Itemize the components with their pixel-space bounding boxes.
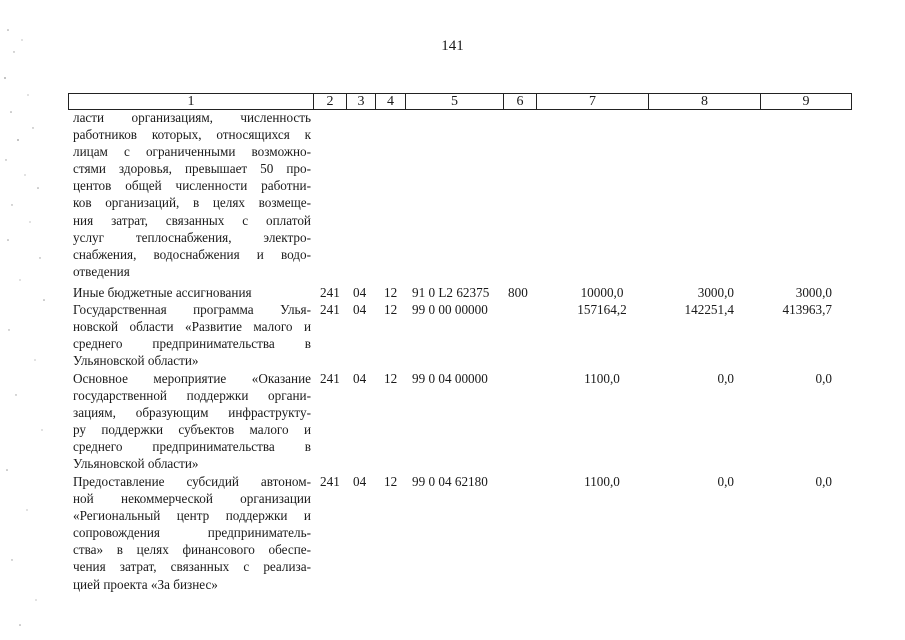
cell-c4: 12 — [384, 285, 398, 300]
description-line: государственной поддержки органи- — [73, 388, 311, 404]
cell-c5: 99 0 04 00000 — [412, 371, 488, 386]
cell-c3: 04 — [353, 474, 367, 489]
description-line: лицам с ограниченными возможно- — [73, 144, 311, 160]
cell-c7: 1100,0 — [584, 371, 620, 386]
description-line: услуг теплоснабжения, электро- — [73, 229, 311, 245]
description-line: цией проекта «За бизнес» — [73, 576, 218, 592]
cell-c2: 241 — [320, 285, 340, 300]
description-line: Ульяновской области» — [73, 353, 199, 369]
header-col-4: 4 — [375, 94, 405, 109]
header-col-3: 3 — [346, 94, 375, 109]
cell-c3: 04 — [353, 302, 367, 317]
cell-c2: 241 — [320, 302, 340, 317]
table-row — [68, 301, 852, 369]
page-number: 141 — [441, 38, 464, 54]
table-header — [68, 93, 852, 110]
header-col-2: 2 — [313, 94, 346, 109]
cell-c2: 241 — [320, 474, 340, 489]
row-description — [73, 284, 311, 301]
cell-c5: 91 0 L2 62375 — [412, 285, 490, 300]
header-col-5: 5 — [405, 94, 503, 109]
description-line: новской области «Развитие малого и — [73, 319, 311, 335]
cell-c4: 12 — [384, 474, 398, 489]
description-line: ков организаций, в целях возмеще- — [73, 195, 311, 211]
description-line: «Региональный центр поддержки и — [73, 508, 311, 524]
row-description — [73, 301, 311, 369]
table-row — [68, 370, 852, 473]
description-line: Иные бюджетные ассигнования — [73, 285, 252, 300]
cell-c2: 241 — [320, 371, 340, 386]
description-line: центов общей численности работни- — [73, 178, 311, 194]
description-line: Основное мероприятие «Оказание — [73, 371, 311, 386]
description-line: среднего предпринимательства в — [73, 336, 311, 352]
description-line: Ульяновской области» — [73, 456, 199, 472]
header-col-6: 6 — [503, 94, 536, 109]
description-line: ной некоммерческой организации — [73, 491, 311, 507]
cell-c7: 1100,0 — [584, 474, 620, 489]
description-line: стями здоровья, превышает 50 про- — [73, 161, 311, 177]
cell-c9: 0,0 — [815, 371, 832, 386]
cell-c5: 99 0 00 00000 — [412, 302, 488, 317]
header-col-1: 1 — [187, 94, 195, 109]
header-col-9: 9 — [760, 94, 851, 109]
description-line: отведения — [73, 263, 130, 279]
cell-c5: 99 0 04 62180 — [412, 474, 488, 489]
cell-c7: 157164,2 — [577, 302, 627, 317]
cell-c7: 10000,0 — [580, 285, 624, 300]
cell-c3: 04 — [353, 285, 367, 300]
cell-c8: 0,0 — [717, 474, 734, 489]
cell-c4: 12 — [384, 302, 398, 317]
cell-c4: 12 — [384, 371, 398, 386]
description-line: чения затрат, связанных с реализа- — [73, 559, 311, 575]
description-line: ласти организациям, численность — [73, 110, 311, 125]
cell-c8: 0,0 — [717, 371, 734, 386]
description-line: среднего предпринимательства в — [73, 439, 311, 455]
table-row — [68, 473, 852, 593]
header-col-8: 8 — [648, 94, 760, 109]
table-row — [68, 109, 852, 280]
description-line: снабжения, водоснабжения и водо- — [73, 246, 311, 262]
description-line: Предоставление субсидий автоном- — [73, 474, 311, 489]
cell-c6: 800 — [508, 285, 528, 300]
header-col-7: 7 — [536, 94, 648, 109]
description-line: ния затрат, связанных с оплатой — [73, 212, 311, 228]
description-line: сопровождения предприниматель- — [73, 525, 311, 541]
row-description — [73, 370, 311, 473]
cell-c8: 3000,0 — [697, 285, 734, 300]
row-description — [73, 109, 311, 280]
description-line: Государственная программа Улья- — [73, 302, 311, 317]
cell-c3: 04 — [353, 371, 367, 386]
table-row — [68, 284, 852, 301]
cell-c9: 3000,0 — [795, 285, 832, 300]
description-line: работников которых, относящихся к — [73, 127, 311, 143]
cell-c9: 413963,7 — [782, 302, 832, 317]
description-line: ру поддержки субъектов малого и — [73, 422, 311, 438]
description-line: ства» в целях финансового обеспе- — [73, 542, 311, 558]
row-description — [73, 473, 311, 593]
scan-noise — [0, 0, 60, 640]
cell-c8: 142251,4 — [684, 302, 734, 317]
cell-c9: 0,0 — [815, 474, 832, 489]
description-line: зациям, образующим инфраструкту- — [73, 405, 311, 421]
